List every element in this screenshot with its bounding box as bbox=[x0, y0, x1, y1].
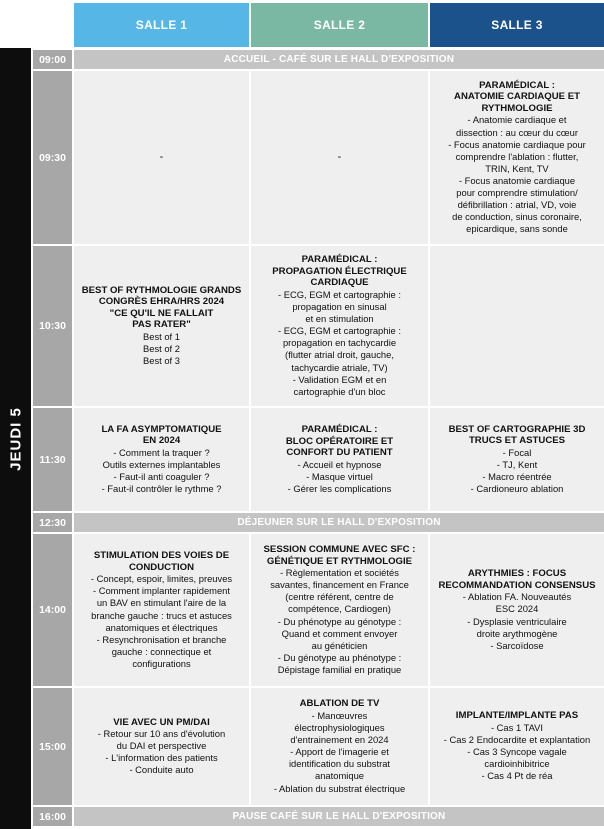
session-item-line: - Ablation FA. Nouveautés bbox=[462, 591, 572, 603]
session-1400-salle-1 bbox=[74, 534, 249, 686]
session-title-line: ARYTHMIES : FOCUS bbox=[467, 568, 567, 580]
session-1500-salle-2 bbox=[251, 688, 428, 805]
time-slot-1030: 10:30 bbox=[33, 246, 72, 406]
session-item-line: - Manœuvres bbox=[311, 709, 368, 721]
session-item-line: (flutter atrial droit, gauche, bbox=[285, 349, 394, 361]
session-item-line: droite arythmogène bbox=[476, 627, 558, 639]
session-item-line: cardioinhibitrice bbox=[484, 758, 550, 770]
session-item-line: - TJ, Kent bbox=[496, 459, 538, 470]
session-item-line: - Concept, espoir, limites, preuves bbox=[90, 573, 233, 585]
session-item-line: - Validation EGM et en bbox=[292, 373, 387, 385]
session-item-line: - Macro réentrée bbox=[482, 471, 552, 483]
time-slot-1400: 14:00 bbox=[33, 534, 72, 686]
session-item-line: - Sarcoïdose bbox=[490, 639, 544, 651]
session-item-line: - ECG, EGM et cartographie : bbox=[278, 288, 401, 300]
session-item-line: - Ablation du substrat électrique bbox=[273, 782, 406, 794]
session-1400-salle-2 bbox=[251, 534, 428, 686]
session-item-line: - Faut-il contrôler le rythme ? bbox=[101, 483, 222, 495]
session-title-line: PARAMÉDICAL : bbox=[479, 79, 555, 91]
time-slot-1500: 15:00 bbox=[33, 688, 72, 805]
session-title-line: IMPLANTE/IMPLANTE PAS bbox=[455, 710, 579, 722]
band-pause: PAUSE CAFÉ SUR LE HALL D'EXPOSITION bbox=[74, 807, 604, 826]
session-item-line: - Du phénotype au génotype : bbox=[277, 615, 402, 627]
session-item-line: Best of 3 bbox=[142, 355, 180, 367]
session-item-line: - Masque virtuel bbox=[306, 470, 373, 482]
session-item-line: configurations bbox=[132, 657, 191, 669]
session-item-line: - L'information des patients bbox=[105, 752, 218, 764]
session-item-line: pour comprendre stimulation/ bbox=[456, 186, 578, 198]
session-item-line: propagation en tachycardie bbox=[282, 337, 397, 349]
session-item-line: - Retour sur 10 ans d'évolution bbox=[97, 728, 226, 740]
session-item-line: - Focal bbox=[502, 446, 532, 458]
session-item-line: gauche : connectique et bbox=[111, 645, 212, 657]
session-title-line: CONGRÈS EHRA/HRS 2024 bbox=[98, 296, 225, 308]
session-item-line: au généticien bbox=[311, 639, 368, 651]
band-accueil: ACCUEIL - CAFÉ SUR LE HALL D'EXPOSITION bbox=[74, 50, 604, 69]
session-item-line: - Conduite auto bbox=[129, 764, 194, 776]
session-title-line: BEST OF RYTHMOLOGIE GRANDS bbox=[81, 284, 242, 296]
session-item-line: - Gérer les complications bbox=[287, 482, 392, 494]
session-item-line: - Accueil et hypnose bbox=[297, 458, 382, 470]
session-item-line: et en stimulation bbox=[305, 313, 374, 325]
session-title-line: ANATOMIE CARDIAQUE ET bbox=[454, 91, 580, 103]
session-title-line: SESSION COMMUNE AVEC SFC : bbox=[263, 543, 416, 555]
session-item-line: du DAI et perspective bbox=[116, 740, 207, 752]
room-header-salle-1: SALLE 1 bbox=[74, 3, 249, 47]
session-item-line: Best of 1 bbox=[142, 331, 180, 343]
session-item-line: - Comment la traquer ? bbox=[113, 446, 210, 458]
room-header-salle-2: SALLE 2 bbox=[251, 3, 428, 47]
session-title-line: STIMULATION DES VOIES DE bbox=[93, 550, 230, 562]
session-item-line: - Cas 1 TAVI bbox=[490, 722, 544, 734]
session-item-line: propagation en sinusal bbox=[292, 301, 387, 313]
session-item-line: - Règlementation et sociétés bbox=[280, 567, 399, 579]
session-title-line: RYTHMOLOGIE bbox=[481, 102, 553, 114]
session-title-line: VIE AVEC UN PM/DAI bbox=[113, 716, 210, 728]
session-item-line: - Focus anatomie cardiaque bbox=[458, 174, 576, 186]
session-title-line: CONDUCTION bbox=[128, 561, 195, 573]
session-item-line: cartographie d'un bloc bbox=[293, 385, 386, 397]
session-1030-salle-2 bbox=[251, 246, 428, 406]
session-item-line: - Dysplasie ventriculaire bbox=[467, 615, 567, 627]
session-item-line: identification du substrat bbox=[288, 758, 391, 770]
session-1130-salle-1 bbox=[74, 408, 249, 511]
session-item-line: epicardique, sans sonde bbox=[466, 223, 568, 235]
time-slot-1230: 12:30 bbox=[33, 513, 72, 532]
band-dejeuner: DÉJEUNER SUR LE HALL D'EXPOSITION bbox=[74, 513, 604, 532]
session-1030-salle-3 bbox=[430, 246, 604, 406]
session-title-line: CONFORT DU PATIENT bbox=[286, 447, 393, 459]
session-item-line: Outils externes implantables bbox=[102, 459, 221, 470]
session-item-line: compétence, Cardiogen) bbox=[288, 603, 391, 615]
session-title-line: ABLATION DE TV bbox=[299, 698, 380, 710]
time-slot-0900: 09:00 bbox=[33, 50, 72, 69]
session-title-line: PROPAGATION ÉLECTRIQUE bbox=[272, 265, 407, 277]
session-1400-salle-3 bbox=[430, 534, 604, 686]
session-item-line: branche gauche : trucs et astuces bbox=[91, 609, 232, 621]
session-1500-salle-3 bbox=[430, 688, 604, 805]
session-item-line: TRIN, Kent, TV bbox=[485, 162, 549, 174]
session-title-line: CARDIAQUE bbox=[310, 277, 369, 289]
day-column bbox=[0, 48, 31, 829]
session-0930-salle-1 bbox=[74, 71, 249, 244]
session-title-line: PAS RATER" bbox=[132, 319, 191, 331]
session-item-line: - Du génotype au phénotype : bbox=[277, 651, 402, 663]
session-title-line: LA FA ASYMPTOMATIQUE bbox=[101, 423, 222, 435]
session-item-line: - Anatomie cardiaque et bbox=[467, 114, 567, 126]
session-item-line: défibrillation : atrial, VD, voie bbox=[457, 199, 577, 211]
session-1500-salle-1 bbox=[74, 688, 249, 805]
session-item-line: un BAV en stimulant l'aire de la bbox=[96, 597, 227, 609]
session-1130-salle-2 bbox=[251, 408, 428, 511]
session-item-line: - Apport de l'imagerie et bbox=[290, 746, 389, 758]
session-item-line: tachycardie atriale, TV) bbox=[291, 361, 388, 373]
session-item-line: comprendre l'ablation : flutter, bbox=[455, 150, 579, 162]
session-title-line: RECOMMANDATION CONSENSUS bbox=[438, 579, 596, 591]
session-item-line: - ECG, EGM et cartographie : bbox=[278, 325, 401, 337]
session-0930-salle-2 bbox=[251, 71, 428, 244]
time-slot-1130: 11:30 bbox=[33, 408, 72, 511]
session-title-line: PARAMÉDICAL : bbox=[301, 254, 378, 266]
session-1030-salle-1 bbox=[74, 246, 249, 406]
session-item-line: (centre référent, centre de bbox=[285, 591, 394, 603]
session-0930-salle-3 bbox=[430, 71, 604, 244]
session-item-line: de conduction, sinus coronaire, bbox=[452, 211, 582, 223]
empty-marker: - bbox=[159, 151, 164, 164]
session-title-line: TRUCS ET ASTUCES bbox=[468, 435, 566, 447]
session-item-line: Best of 2 bbox=[142, 343, 180, 355]
session-item-line: dissection : au cœur du cœur bbox=[456, 126, 578, 138]
session-title-line: BLOC OPÉRATOIRE ET bbox=[285, 435, 394, 447]
session-item-line: d'entrainement en 2024 bbox=[290, 734, 389, 746]
session-item-line: - Cas 3 Syncope vagale bbox=[467, 746, 567, 758]
session-item-line: - Cardioneuro ablation bbox=[470, 483, 564, 495]
empty-marker: - bbox=[337, 151, 342, 164]
session-item-line: électrophysiologiques bbox=[294, 722, 385, 734]
day-label: JEUDI 5 bbox=[7, 406, 24, 471]
room-header-salle-3: SALLE 3 bbox=[430, 3, 604, 47]
session-title-line: GÉNÉTIQUE ET RYTHMOLOGIE bbox=[266, 555, 413, 567]
session-title-line: "CE QU'IL NE FALLAIT bbox=[109, 307, 214, 319]
session-title-line: BEST OF CARTOGRAPHIE 3D bbox=[448, 423, 586, 435]
session-item-line: - Cas 2 Endocardite et explantation bbox=[443, 734, 591, 746]
time-slot-0930: 09:30 bbox=[33, 71, 72, 244]
time-slot-1600: 16:00 bbox=[33, 807, 72, 826]
session-title-line: EN 2024 bbox=[142, 435, 181, 447]
session-1130-salle-3 bbox=[430, 408, 604, 511]
session-item-line: Quand et comment envoyer bbox=[281, 627, 398, 639]
session-item-line: anatomique bbox=[315, 770, 364, 782]
session-item-line: - Cas 4 Pt de réa bbox=[481, 770, 553, 782]
session-item-line: - Resynchronisation et branche bbox=[96, 633, 227, 645]
session-item-line: anatomiques et électriques bbox=[105, 621, 218, 633]
session-item-line: Dépistage familial en pratique bbox=[277, 663, 402, 675]
session-item-line: - Focus anatomie cardiaque pour bbox=[448, 138, 586, 150]
session-item-line: - Comment implanter rapidement bbox=[92, 585, 231, 597]
session-item-line: savantes, financement en France bbox=[270, 579, 409, 591]
session-title-line: PARAMÉDICAL : bbox=[301, 423, 378, 435]
session-item-line: ESC 2024 bbox=[495, 603, 539, 615]
session-item-line: - Faut-il anti coaguler ? bbox=[113, 471, 210, 483]
